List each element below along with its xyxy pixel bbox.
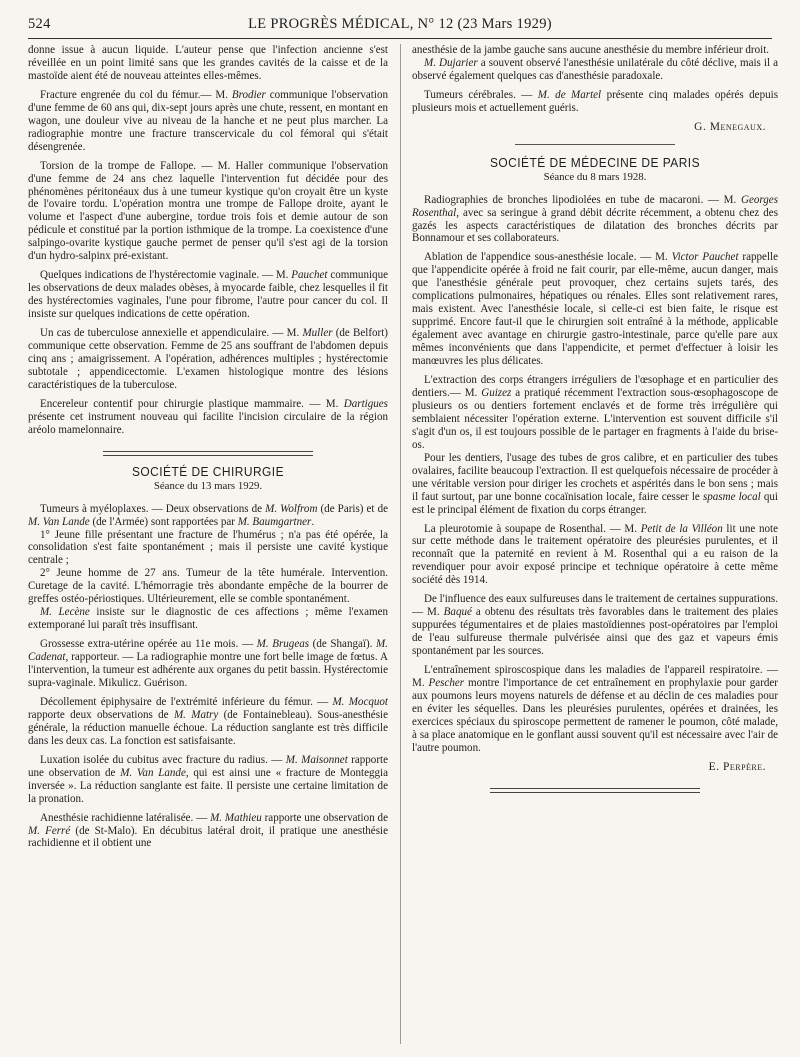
paragraph-text: . [311, 515, 315, 528]
author-name: M. Mocquot [332, 695, 388, 708]
running-header [28, 16, 772, 38]
paragraph-lead: Radiographies de bronches lipodiolées en tube de macaroni. — M. [424, 193, 741, 206]
paragraph-lead: Quelques indications de l'hystérectomie vaginale. — M. [40, 269, 292, 282]
author-name: M. de Martel [537, 88, 602, 101]
paragraph-text: (de Shangaï). [309, 638, 377, 651]
paragraph-text: (de Fontainebleau). Sous-anesthésie générale, la réduction manuelle échoue. La réduction sanglante est très difficile dans les deux cas. La fonction est satisfaisante. [28, 708, 388, 747]
paragraph [28, 754, 388, 806]
paragraph: 2° Jeune homme de 27 ans. Tumeur de la tête humérale. Intervention. Curetage de la cavité. L'hémorragie très abondante empêche de la bourrer de greffes ostéo-périostiques. Ultérieurement, elle se comble spontanément. [28, 567, 388, 606]
paragraph: donne issue à aucun liquide. L'auteur pense que l'infection ancienne s'est réveillée en un point limité sans que les grandes cavités de la caisse et de la mastoïde aient été de nouveau atteintes elles-mêmes. [28, 44, 388, 82]
header-rule [28, 38, 772, 39]
paragraph-lead: La pleurotomie à soupape de Rosenthal. — M. [424, 522, 641, 535]
author-name: M. Matry [173, 708, 219, 721]
paragraph [412, 664, 778, 755]
paragraph-lead: L'entraînement spiroscospique dans les maladies de l'appareil respiratoire. — M. [412, 664, 778, 689]
page-number: 524 [28, 16, 51, 32]
author-name: Muller [302, 327, 333, 340]
author-name: Dartigues [343, 397, 388, 410]
paragraph [412, 593, 778, 658]
paragraph-lead: Anesthésie rachidienne latéralisée. — [40, 811, 211, 824]
paragraph [28, 812, 388, 851]
paragraph-lead: Grossesse extra-utérine opérée au 11e mois. — [40, 638, 257, 651]
section-date: Séance du 8 mars 1928. [543, 170, 647, 183]
author-name: M. Wolfrom [265, 502, 318, 515]
author-name: M. Ferré [28, 824, 71, 837]
author-name: Guizez [481, 386, 512, 399]
paragraph-lead: Ablation de l'appendice sous-anesthésie locale. — M. [424, 251, 672, 264]
paragraph-text: (de Belfort) communique cette observation. Femme de 25 ans souffrant de l'abdomen depuis cinq ans ; amaigrissement. A l'opération, adhérences multiples ; hystérectomie subtotale ; appendicectomie. L'examen histologique montre des lésions caractéristiques de la tuberculose. [28, 327, 388, 391]
right-column [412, 44, 778, 1050]
author-name: Georges Rosenthal [412, 193, 778, 219]
paragraph [28, 160, 388, 264]
paragraph-lead: Tumeurs à myéloplaxes. — Deux observations de [40, 502, 266, 515]
paragraph-text: (de l'Armée) sont rapportées par [89, 515, 238, 528]
paragraph-text: qui est le principal élément de fixation du corps étranger. [412, 490, 778, 516]
paragraph-lead: Luxation isolée du cubitus avec fracture du radius. — [40, 753, 286, 766]
section-divider [103, 451, 313, 456]
paragraph-text: rappelle que l'appendicite opérée à froid ne fait courir, par elle-même, aucun danger, mais que l'anesthésie générale peut provoquer, chez certains sujets tarés, des complications pulmonaires, hépatiques ou rénales. Elles sont relativement rares, mais existent. Avec l'anesthésie locale, si celle-ci est bien faite, le risque est supprimé. Encore faut-il que le chirurgien soit entraîné à la méthode, applicable également avec avantage en chirurgie gastro-intestinale, parce qu'elle pare aux mêmes inconvénients que dans l'appendicite, et permet d'effectuer à loisir les manœuvres les plus délicates. [412, 251, 778, 368]
paragraph-lead: Tumeurs cérébrales. — [424, 88, 538, 101]
author-name: M. Mathieu [210, 811, 262, 824]
author-name: Baqué [443, 606, 472, 619]
paragraph-lead: Un cas de tuberculose annexielle et appendiculaire. — M. [40, 327, 303, 340]
paragraph-text: , avec sa seringue à grand débit décrite récemment, a obtenu chez des gazés les aspects caractéristiques de dilatation des bronches décrits par Bonnamour et ses collaborateurs. [412, 206, 778, 245]
author-name: Pauchet [291, 269, 328, 282]
paragraph-text: (de St-Malo). En décubitus latéral droit, il pratique une anesthésie rachidienne et il obtient une [28, 824, 388, 850]
paragraph [28, 696, 388, 748]
author-name: Pescher [428, 676, 465, 689]
paragraph [412, 452, 778, 517]
paragraph-text: communique l'observation d'une femme de 60 ans qui, dix-sept jours après une chute, ressent, en montant en wagon, une douleur vive au niveau de la hanche et ne peut plus marcher. La radiographie montre une fracture transcervicale du col fémoral qui s'était désengrenée. [28, 88, 388, 153]
paragraph-lead: Encereleur contentif pour chirurgie plastique mammaire. — M. [40, 397, 344, 410]
paragraph [412, 57, 778, 83]
section-title: SOCIÉTÉ DE CHIRURGIE [131, 463, 285, 479]
signature: G. Menegaux. [694, 120, 766, 133]
paragraph-text: a souvent observé l'anesthésie unilatérale du côté déclive, mais il a observé également quelques cas d'anesthésie paradoxale. [412, 56, 778, 82]
paragraph [412, 523, 778, 588]
author-name: M. Baumgartner [237, 515, 312, 528]
author-name: M. Van Lande [28, 515, 90, 528]
paragraph-text: insiste sur le diagnostic de ces affections ; même l'examen extemporané lui paraît très insuffisant. [28, 606, 388, 632]
author-name: M. Maisonnet [285, 753, 348, 766]
paragraph-lead: Torsion de la trompe de Fallope. — M. Haller [40, 159, 264, 172]
emphasis: spasme local [702, 490, 761, 503]
column-rule [400, 44, 401, 1044]
paragraph [28, 398, 388, 437]
section-title: SOCIÉTÉ DE MÉDECINE DE PARIS [489, 154, 701, 170]
paragraph-text: présente cet instrument nouveau qui facilite l'incision circulaire de la région aréolo mamelonnaire. [28, 410, 388, 436]
author-name: Petit de la Villéon [640, 522, 723, 535]
author-name: M. Brugeas [256, 638, 310, 651]
paragraph [412, 251, 778, 368]
paragraph-text: Pour les dentiers, l'usage des tubes de gros calibre, et en particulier des tubes ovalaires, facilite beaucoup l'extraction. Il est quelquefois nécessaire de procéder à une véritable version pour diriger les crochets et aspérités dans le bon sens ; mais il faut surtout, par une bonne cocaïnisation locale, faire cesser le [412, 451, 778, 503]
paragraph-text: communique les observations de deux malades obèses, à myocarde faible, chez lesquelles il fit des hystérectomies vaginales, l'une pour fibrome, l'autre pour cancer du col. Il insiste sur quelques indications de cette opération. [28, 269, 388, 321]
author-name: Victor Pauchet [671, 251, 739, 264]
paragraph [28, 89, 388, 154]
left-column [28, 44, 388, 1050]
paragraph [28, 606, 388, 632]
paragraph [412, 374, 778, 452]
running-title: LE PROGRÈS MÉDICAL, N° 12 (23 Mars 1929) [248, 16, 552, 32]
author-name: M. Van Lande [120, 766, 186, 779]
author-name: Brodier [231, 88, 266, 101]
paragraph-lead: De l'influence des eaux sulfureuses dans le traitement de certaines suppurations. — M. [412, 593, 778, 619]
author-name: M. Lecène [40, 606, 90, 619]
paragraph-text: , qui est ainsi une « fracture de Monteggia inversée ». La réduction sanglante est faite. Il persiste une certaine limitation de la pronation. [28, 766, 388, 805]
paragraph-text: a pratiqué récemment l'extraction sous-œsophagoscope de plusieurs os ou dentiers fortement enclavés et de forme très irrégulière qui semblaient nécessiter l'opération externe. L'intervention est souvent difficile s'il s'agit d'un os, il est toujours possible de le partager en fragments à l'aide du brise-os. [412, 386, 778, 451]
paragraph-text: (de Paris) et de [317, 502, 388, 515]
author-name: M. Dujarier [424, 56, 478, 69]
paragraph-text: a obtenu des résultats très favorables dans le traitement des plaies suppurées tégumentaires et de plaies mastoïdiennes post-opératoires par l'emploi de l'eau sulfureuse thermale pulvérisée ainsi que des gaz et vapeurs émis spontanément par les sources. [412, 606, 778, 658]
paragraph-text: présente cinq malades opérés depuis plusieurs mois et actuellement guéris. [412, 88, 778, 114]
signature: E. Perpère. [708, 760, 766, 773]
paragraph-text: communique l'observation d'une femme de 24 ans chez laquelle l'intervention fut décidée pour des phénomènes péritonéaux dus à une tumeur kystique qu'on croyait être un kyste de l'ovaire tordu. L'opération montra une trompe de Fallope droite, ayant le volume et l'aspect d'une aubergine, tordue trois fois et demie autour de son pédicule et constitué par la portion isthmique de la trompe. La coexistence d'une salpingo-ovarite kystique gauche permet de penser qu'il s'est agi de la torsion d'un hydro-salpinx pré-existant. [28, 159, 388, 263]
section-divider [490, 788, 700, 793]
author-name: M. Cadenat [28, 638, 388, 664]
paragraph-text: lit une note sur cette méthode dans le traitement opératoire des pleurésies purulentes, et il reconnaît que la paternité en revient à M. Rosenthal qui a eu raison de la revendiquer pour avoir exposé principe et technique opératoire à cette même société dès 1914. [412, 522, 778, 587]
paragraph-text: rapporte une observation de [28, 753, 388, 779]
section-date: Séance du 13 mars 1929. [153, 479, 263, 492]
paragraph: anesthésie de la jambe gauche sans aucune anesthésie du membre inférieur droit. [412, 44, 770, 56]
paragraph [412, 89, 778, 115]
paragraph-text: rapporte une observation de [261, 811, 388, 824]
section-divider [515, 144, 675, 145]
paragraph-lead: L'extraction des corps étrangers irréguliers de l'œsophage et en particulier des dentiers.— M. [412, 374, 778, 399]
paragraph [28, 503, 388, 529]
paragraph-text: rapporte deux observations de [28, 708, 174, 721]
paragraph-lead: Décollement épiphysaire de l'extrémité inférieure du fémur. — [40, 695, 333, 708]
paragraph-lead: Fracture engrenée du col du fémur.— M. [40, 88, 232, 101]
paragraph [412, 194, 778, 246]
paragraph [28, 269, 388, 321]
paragraph [28, 638, 388, 690]
paragraph: 1° Jeune fille présentant une fracture de l'humérus ; n'a pas été opérée, la consolidation s'est faite spontanément ; mais il persiste une cavité kystique centrale ; [28, 528, 388, 567]
paragraph-text: , rapporteur. — La radiographie montre une fort belle image de fœtus. A l'intervention, la tumeur est adhérente aux organes du petit bassin. Hystérectomie supra-vaginale. Mikulicz. Guérison. [28, 651, 388, 689]
paragraph [28, 327, 388, 392]
paragraph-text: montre l'importance de cet entraînement en prophylaxie pour garder aux poumons leurs moyens naturels de défense et au déclin de ces maladies pour en éviter les séquelles. Dans les pleurésies purulentes, opérées et drainées, les exercices spéciaux du spiroscope permettent de ramener le poumon, côté malade, à sa place anatomique en le gonflant aussi souvent qu'il est nécessaire avec l'air de l'autre poumon. [412, 676, 778, 754]
